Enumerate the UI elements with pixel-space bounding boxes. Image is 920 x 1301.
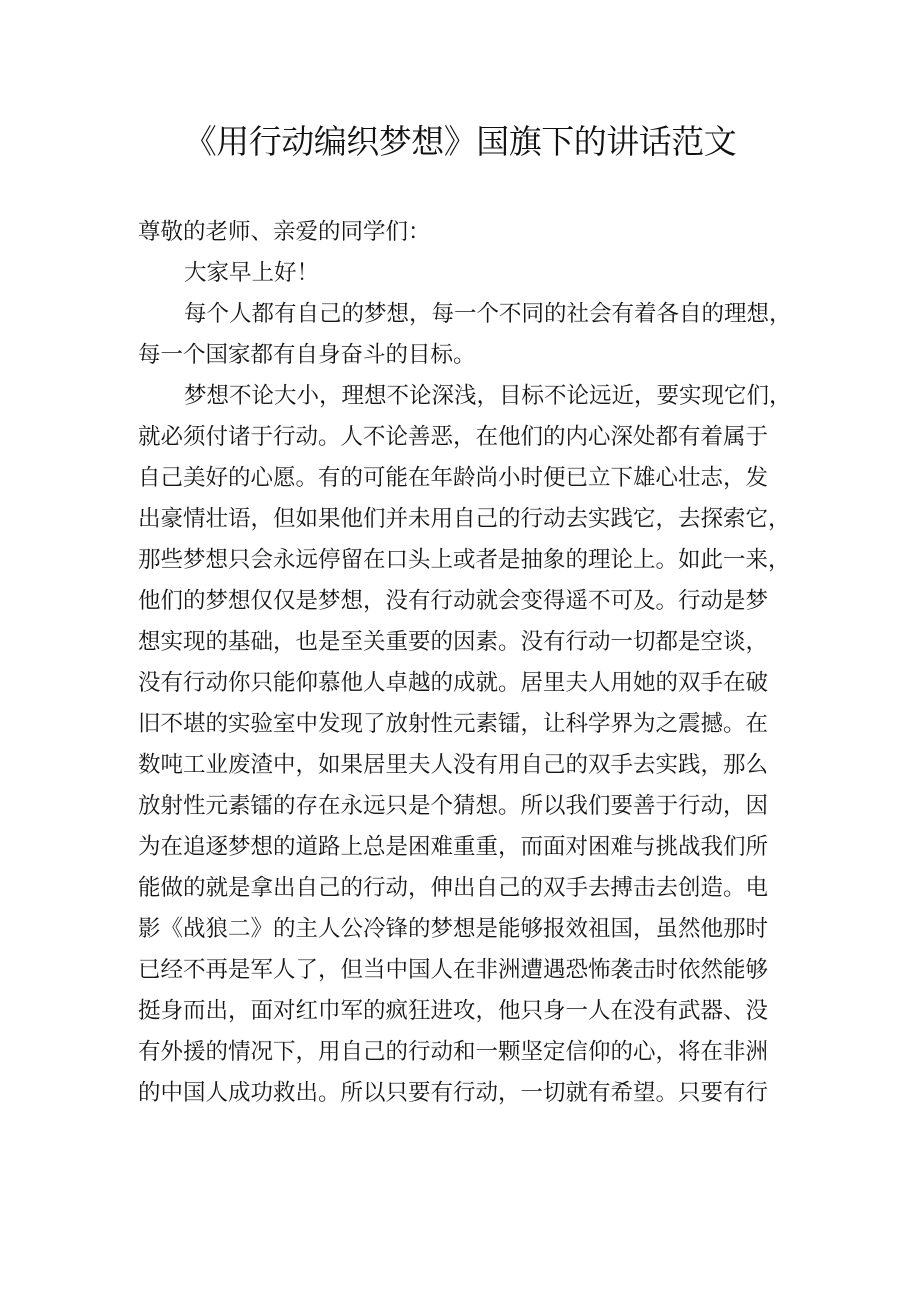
paragraph-line: 影《战狼二》的主人公冷锋的梦想是能够报效祖国，虽然他那时: [138, 916, 769, 942]
paragraph-line: 自己美好的心愿。有的可能在年龄尚小时便已立下雄心壮志，发: [138, 465, 769, 491]
paragraph-line: 放射性元素镭的存在永远只是个猜想。所以我们要善于行动，因: [138, 793, 769, 819]
paragraph-line: 为在追逐梦想的道路上总是困难重重，而面对困难与挑战我们所: [138, 834, 769, 860]
paragraph-line: 挺身而出，面对红巾军的疯狂进攻，他只身一人在没有武器、没: [138, 998, 769, 1024]
document-body: [138, 212, 792, 1114]
paragraph-line: 每一个国家都有自身奋斗的目标。: [138, 342, 476, 368]
paragraph-2: [138, 376, 792, 1114]
paragraph-line: 没有行动你只能仰慕他人卓越的成就。居里夫人用她的双手在破: [138, 670, 769, 696]
paragraph-line: 数吨工业废渣中，如果居里夫人没有用自己的双手去实践，那么: [138, 752, 769, 778]
paragraph-line: 旧不堪的实验室中发现了放射性元素镭，让科学界为之震撼。在: [138, 711, 769, 737]
paragraph-line: 就必须付诸于行动。人不论善恶，在他们的内心深处都有着属于: [138, 424, 769, 450]
document-title: 《用行动编织梦想》国旗下的讲话范文: [183, 122, 737, 161]
salutation: 尊敬的老师、亲爱的同学们：: [138, 219, 431, 245]
paragraph-line: 有外援的情况下，用自己的行动和一颗坚定信仰的心，将在非洲: [138, 1039, 769, 1065]
paragraph-line: 每个人都有自己的梦想，每一个不同的社会有着各自的理想，: [184, 301, 792, 327]
greeting: 大家早上好！: [184, 260, 320, 286]
paragraph-line: 已经不再是军人了，但当中国人在非洲遭遇恐怖袭击时依然能够: [138, 957, 769, 983]
paragraph-line: 出豪情壮语，但如果他们并未用自己的行动去实践它，去探索它，: [138, 506, 791, 532]
paragraph-line: 那些梦想只会永远停留在口头上或者是抽象的理论上。如此一来，: [138, 547, 791, 573]
paragraph-line: 梦想不论大小，理想不论深浅，目标不论远近，要实现它们，: [184, 383, 792, 409]
paragraph-1: [138, 294, 792, 376]
paragraph-line: 他们的梦想仅仅是梦想，没有行动就会变得遥不可及。行动是梦: [138, 588, 769, 614]
paragraph-line: 能做的就是拿出自己的行动，伸出自己的双手去搏击去创造。电: [138, 875, 769, 901]
paragraph-line: 想实现的基础，也是至关重要的因素。没有行动一切都是空谈，: [138, 629, 769, 655]
paragraph-line: 的中国人成功救出。所以只要有行动，一切就有希望。只要有行: [138, 1080, 769, 1106]
